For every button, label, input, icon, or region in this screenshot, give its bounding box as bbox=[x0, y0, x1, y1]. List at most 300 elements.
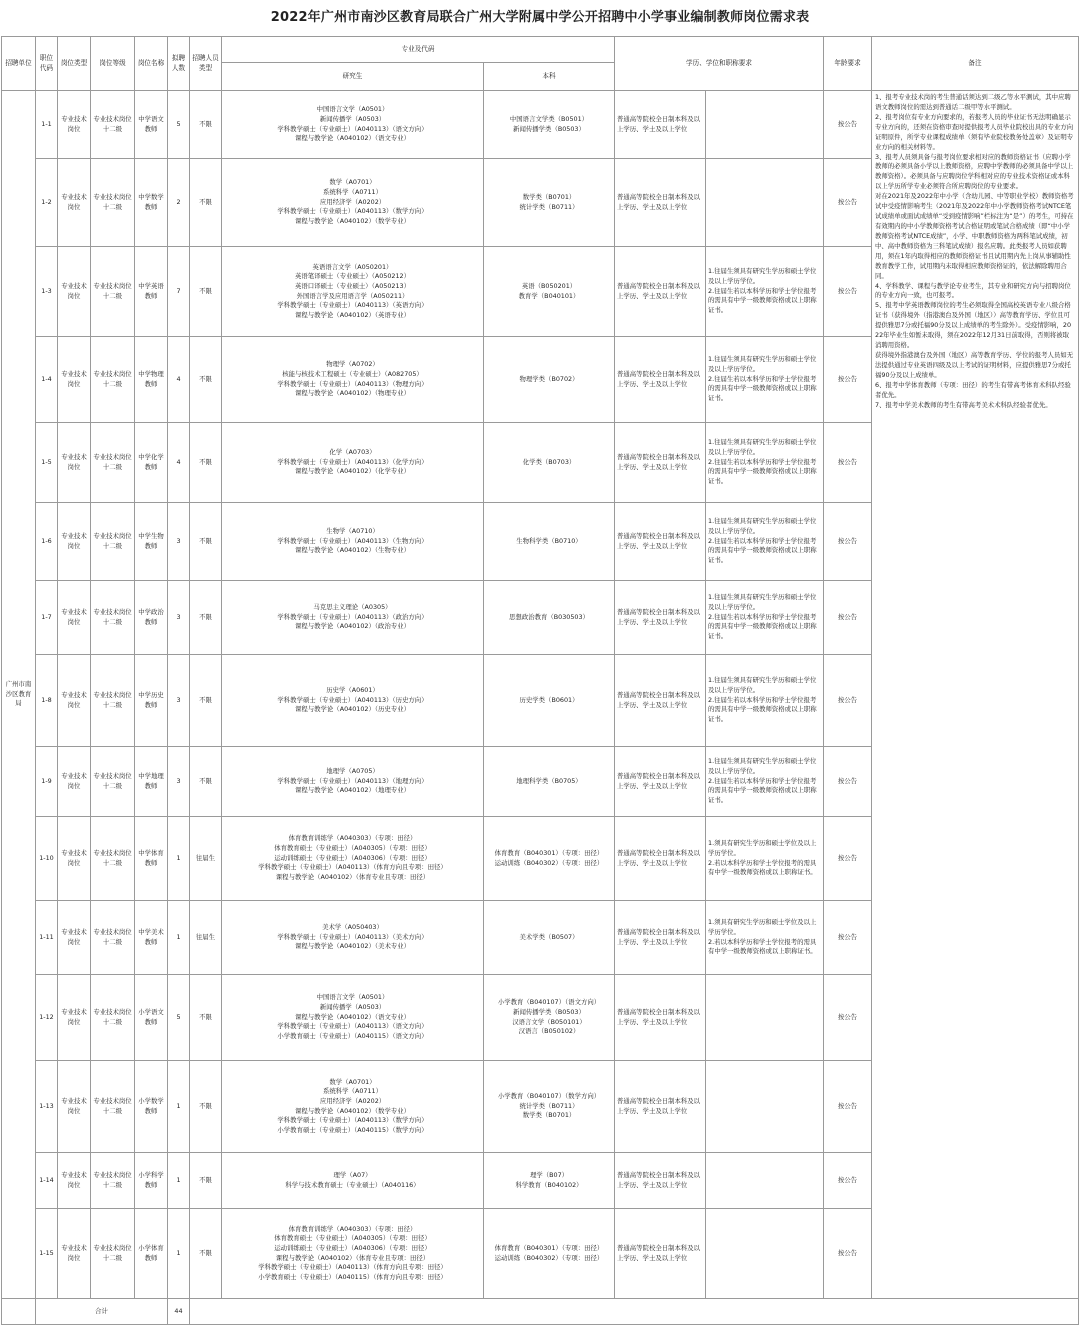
position-grade: 专业技术岗位十二级 bbox=[91, 91, 135, 159]
other-requirement bbox=[706, 1061, 824, 1153]
text-line: 体育教育训练学（A040303）（专项：田径） bbox=[288, 1224, 417, 1233]
text-line: 中国语言文学类（B0501） bbox=[509, 114, 589, 123]
text-line: 新闻传播学（A0503） bbox=[319, 1003, 386, 1012]
position-category: 专业技术岗位 bbox=[58, 337, 91, 423]
position-grade: 专业技术岗位十二级 bbox=[91, 975, 135, 1061]
remark-item: 1、报考专业技术岗的考生普通话须达到二级乙等水平测试，其中应聘语文教师岗位的需达到普通话二级甲等水平测试。 bbox=[875, 93, 1071, 111]
applicant-type: 不限 bbox=[190, 655, 222, 747]
text-line: 1.往届生须具有研究生学历和硕士学位及以上学历学位。 bbox=[708, 438, 817, 457]
position-row bbox=[2, 91, 1079, 159]
text-line: 历史学（A0601） bbox=[326, 686, 379, 695]
text-line: 新闻传播学（A0503） bbox=[319, 114, 386, 123]
other-requirement bbox=[706, 503, 824, 581]
position-category: 专业技术岗位 bbox=[58, 91, 91, 159]
position-grade: 专业技术岗位十二级 bbox=[91, 655, 135, 747]
remark-item: 4、学科教学、课程与教学论专业考生，其专业和研究方向与招聘岗位的专业方向一致，也可报考。 bbox=[875, 281, 1071, 300]
text-line: 理学（B07） bbox=[529, 1170, 569, 1179]
position-code: 1-13 bbox=[36, 1061, 58, 1153]
text-line: 2.往届生若以本科学历和学士学位报考的需具有中学一级教师资格或以上职称证书。 bbox=[708, 695, 817, 723]
degree-requirement: 普通高等院校全日制本科及以上学历、学士及以上学位 bbox=[615, 901, 706, 975]
age-requirement: 按公告 bbox=[824, 975, 872, 1061]
total-row bbox=[2, 1299, 1079, 1325]
applicant-type: 不限 bbox=[190, 503, 222, 581]
text-line: 美术学（A050403） bbox=[322, 923, 383, 932]
text-line: 系统科学（A0711） bbox=[323, 1087, 382, 1096]
position-category: 专业技术岗位 bbox=[58, 1209, 91, 1299]
text-line: 化学（A0703） bbox=[329, 448, 376, 457]
position-category: 专业技术岗位 bbox=[58, 503, 91, 581]
remark-item: 2、报考岗位有专业方向要求的，若报考人员的毕业证书无法明确显示专业方向的，还须在资格审查时提供报考人员毕业院校出具的专业方向证明原件，所学专业课程成绩单（须有毕业院校教务处盖章）及证明专业方向的相关材料等。 bbox=[875, 112, 1074, 151]
position-grade: 专业技术岗位十二级 bbox=[91, 581, 135, 655]
text-line: 课程与教学论（A040102）（体育专业且专项：田径） bbox=[275, 1253, 430, 1262]
age-requirement: 按公告 bbox=[824, 337, 872, 423]
text-line: 2.往届生若以本科学历和学士学位报考的需具有中学一级教师资格或以上职称证书。 bbox=[708, 286, 817, 314]
position-category: 专业技术岗位 bbox=[58, 901, 91, 975]
degree-requirement: 普通高等院校全日制本科及以上学历、学士及以上学位 bbox=[615, 337, 706, 423]
other-requirement bbox=[706, 901, 824, 975]
text-line: 科学与技术教育硕士（专业硕士）（A040116） bbox=[285, 1180, 420, 1189]
text-line: 理学（A07） bbox=[333, 1170, 372, 1179]
header-count: 拟聘人数 bbox=[168, 37, 190, 91]
age-requirement: 按公告 bbox=[824, 817, 872, 901]
text-line: 统计学类（B0711） bbox=[519, 1101, 579, 1110]
position-grade: 专业技术岗位十二级 bbox=[91, 503, 135, 581]
position-count: 5 bbox=[168, 91, 190, 159]
position-category: 专业技术岗位 bbox=[58, 1061, 91, 1153]
remarks bbox=[872, 91, 1079, 1299]
text-line: 学科教学硕士（专业硕士）（A040113）（历史方向） bbox=[277, 695, 428, 704]
total-label: 合计 bbox=[36, 1299, 168, 1325]
undergraduate-majors bbox=[484, 1061, 615, 1153]
degree-requirement: 普通高等院校全日制本科及以上学历、学士及以上学位 bbox=[615, 1153, 706, 1209]
remark-item: 5、报考中学英语教师岗位的考生必须取得全国高校英语专业八级合格证书（获得境外（指港澳台及外国（地区））高等教育学历、学位且可提供雅思7分或托福90分及以上成绩单的考生除外）。受疫情影响，2022年毕业生如暂未取得，须在2022年12月31日前取得，否则将被取消聘用资格。 bbox=[875, 301, 1072, 350]
position-grade: 专业技术岗位十二级 bbox=[91, 1209, 135, 1299]
age-requirement: 按公告 bbox=[824, 247, 872, 337]
age-requirement: 按公告 bbox=[824, 747, 872, 817]
text-line: 英语口译硕士（专业硕士）（A050213） bbox=[294, 281, 411, 290]
text-line: 汉语言（B050102） bbox=[518, 1027, 580, 1036]
undergraduate-majors bbox=[484, 655, 615, 747]
other-requirement bbox=[706, 581, 824, 655]
position-category: 专业技术岗位 bbox=[58, 975, 91, 1061]
position-category: 专业技术岗位 bbox=[58, 159, 91, 247]
position-name: 中学数学教师 bbox=[135, 159, 168, 247]
undergraduate-majors bbox=[484, 581, 615, 655]
applicant-type: 不限 bbox=[190, 1153, 222, 1209]
position-count: 5 bbox=[168, 975, 190, 1061]
text-line: 1.往届生须具有研究生学历和硕士学位及以上学历学位。 bbox=[708, 355, 817, 374]
header-undergraduate: 本科 bbox=[484, 63, 615, 91]
header-major: 专业及代码 bbox=[222, 37, 615, 63]
degree-requirement: 普通高等院校全日制本科及以上学历、学士及以上学位 bbox=[615, 747, 706, 817]
position-count: 1 bbox=[168, 817, 190, 901]
text-line: 体育教育（B040301）（专项：田径） bbox=[494, 848, 604, 857]
position-grade: 专业技术岗位十二级 bbox=[91, 159, 135, 247]
text-line: 中国语言文学（A0501） bbox=[316, 993, 389, 1002]
text-line: 核能与核技术工程硕士（专业硕士）（A082705） bbox=[282, 369, 423, 378]
position-grade: 专业技术岗位十二级 bbox=[91, 817, 135, 901]
degree-requirement: 普通高等院校全日制本科及以上学历、学士及以上学位 bbox=[615, 247, 706, 337]
header-notes: 备注 bbox=[872, 37, 1079, 91]
text-line: 生物科学类（B0710） bbox=[516, 536, 582, 545]
degree-requirement: 普通高等院校全日制本科及以上学历、学士及以上学位 bbox=[615, 159, 706, 247]
degree-requirement: 普通高等院校全日制本科及以上学历、学士及以上学位 bbox=[615, 975, 706, 1061]
text-line: 马克思主义理论（A0305） bbox=[313, 603, 392, 612]
text-line: 体育教育训练学（A040303）（专项：田径） bbox=[288, 834, 417, 843]
position-category: 专业技术岗位 bbox=[58, 1153, 91, 1209]
header-category: 岗位类型 bbox=[58, 37, 91, 91]
position-name: 中学物理教师 bbox=[135, 337, 168, 423]
age-requirement: 按公告 bbox=[824, 159, 872, 247]
recruiting-unit: 广州市南沙区教育局 bbox=[2, 91, 36, 1299]
undergraduate-majors bbox=[484, 1209, 615, 1299]
text-line: 学科教学硕士（专业硕士）（A040113）（体育方向且专项：田径） bbox=[258, 1263, 447, 1272]
other-requirement bbox=[706, 655, 824, 747]
position-category: 专业技术岗位 bbox=[58, 423, 91, 503]
position-count: 3 bbox=[168, 503, 190, 581]
text-line: 1.往届生须具有研究生学历和硕士学位及以上学历学位。 bbox=[708, 517, 817, 536]
position-name: 中学语文教师 bbox=[135, 91, 168, 159]
position-name: 中学化学教师 bbox=[135, 423, 168, 503]
applicant-type: 不限 bbox=[190, 1061, 222, 1153]
position-name: 中学生物教师 bbox=[135, 503, 168, 581]
text-line: 数学（A0701） bbox=[329, 1077, 376, 1086]
other-requirement bbox=[706, 817, 824, 901]
header-applicant: 招聘人员类型 bbox=[190, 37, 222, 91]
text-line: 应用经济学（A0202） bbox=[319, 1096, 386, 1105]
graduate-majors bbox=[222, 581, 484, 655]
position-count: 7 bbox=[168, 247, 190, 337]
undergraduate-majors bbox=[484, 91, 615, 159]
remark-item: 获得境外指港澳台及外国（地区）高等教育学历、学位的报考人员如无法提供通过专业英语四级及以上考试的证明材料，应提供雅思7分或托福90分及以上成绩单。 bbox=[875, 350, 1074, 379]
text-line: 课程与教学论（A040102）（物理专业） bbox=[294, 389, 411, 398]
text-line: 1.往届生须具有研究生学历和硕士学位及以上学历学位。 bbox=[708, 676, 817, 695]
undergraduate-majors bbox=[484, 975, 615, 1061]
degree-requirement: 普通高等院校全日制本科及以上学历、学士及以上学位 bbox=[615, 503, 706, 581]
text-line: 1.往届生须具有研究生学历和硕士学位及以上学历学位。 bbox=[708, 593, 817, 612]
text-line: 课程与教学论（A040102）（体育专业且专项：田径） bbox=[275, 872, 430, 881]
applicant-type: 不限 bbox=[190, 91, 222, 159]
header-age: 年龄要求 bbox=[824, 37, 872, 91]
degree-requirement: 普通高等院校全日制本科及以上学历、学士及以上学位 bbox=[615, 423, 706, 503]
text-line: 新闻传播学类（B0503） bbox=[513, 124, 585, 133]
position-code: 1-9 bbox=[36, 747, 58, 817]
text-line: 运动训练硕士（专业硕士）（A040306）（专项：田径） bbox=[274, 853, 431, 862]
graduate-majors bbox=[222, 159, 484, 247]
text-line: 课程与教学论（A040102）（政治专业） bbox=[294, 622, 411, 631]
position-count: 4 bbox=[168, 423, 190, 503]
text-line: 学科教学硕士（专业硕士）（A040113）（美术方向） bbox=[277, 932, 428, 941]
position-name: 中学体育教师 bbox=[135, 817, 168, 901]
remark-item: 对在2021年及2022年中小学（含幼儿园、中等职业学校）教师资格考试中受疫情影响考生（2021年及2022年中小学教师资格考试NTCE笔试成绩单或面试成绩单“受到疫情影响”栏标注为“是”）的考生，可持在有效期内的中小学教师资格考试合格证明或笔试合格成绩（即“中小学教师资格考试NTCE成绩”，小学、中职教师资格为两科笔试成绩，初中、高中教师资格为三科笔试成绩）报名应聘。此类报考人员如获聘用，须在1年内取得相应的教师资格证书且试用期内先上岗从事辅助性教育教学工作，试用期内未取得相应教师资格证的，依法解除聘用合同。 bbox=[875, 192, 1074, 280]
text-line: 2.若以本科学历和学士学位报考的需具有中学一级教师资格或以上职称证书。 bbox=[708, 858, 817, 877]
position-count: 3 bbox=[168, 747, 190, 817]
degree-requirement: 普通高等院校全日制本科及以上学历、学士及以上学位 bbox=[615, 817, 706, 901]
text-line: 汉语言文学（B050101） bbox=[512, 1017, 586, 1026]
text-line: 体育教育（B040301）（专项：田径） bbox=[494, 1243, 604, 1252]
graduate-majors bbox=[222, 747, 484, 817]
text-line: 地理学（A0705） bbox=[326, 767, 379, 776]
text-line: 小学教育（B040107）（数学方向） bbox=[497, 1092, 601, 1101]
text-line: 化学类（B0703） bbox=[522, 457, 576, 466]
text-line: 课程与教学论（A040102）（生物专业） bbox=[294, 546, 411, 555]
text-line: 学科教学硕士（专业硕士）（A040113）（生物方向） bbox=[277, 536, 428, 545]
text-line: 学科教学硕士（专业硕士）（A040113）（政治方向） bbox=[277, 612, 428, 621]
text-line: 课程与教学论（A040102）（地理专业） bbox=[294, 786, 411, 795]
other-requirement bbox=[706, 91, 824, 159]
remark-item: 7、报考中学美术教师的考生有带高考美术术科队经验者优先。 bbox=[875, 400, 1052, 409]
age-requirement: 按公告 bbox=[824, 901, 872, 975]
position-grade: 专业技术岗位十二级 bbox=[91, 1153, 135, 1209]
position-code: 1-14 bbox=[36, 1153, 58, 1209]
text-line: 2.往届生若以本科学历和学士学位报考的需具有中学一级教师资格或以上职称证书。 bbox=[708, 536, 817, 564]
other-requirement bbox=[706, 337, 824, 423]
other-requirement bbox=[706, 1153, 824, 1209]
text-line: 1.须具有研究生学历和硕士学位及以上学历学位。 bbox=[708, 839, 817, 857]
position-name: 中学政治教师 bbox=[135, 581, 168, 655]
applicant-type: 不限 bbox=[190, 423, 222, 503]
text-line: 课程与教学论（A040102）（化学专业） bbox=[294, 467, 411, 476]
total-filler bbox=[190, 1299, 1079, 1325]
applicant-type: 不限 bbox=[190, 747, 222, 817]
other-requirement bbox=[706, 747, 824, 817]
undergraduate-majors bbox=[484, 159, 615, 247]
header-name: 岗位名称 bbox=[135, 37, 168, 91]
undergraduate-majors bbox=[484, 747, 615, 817]
text-line: 1.往届生须具有研究生学历和硕士学位及以上学历学位。 bbox=[708, 757, 817, 776]
applicant-type: 往届生 bbox=[190, 901, 222, 975]
text-line: 1.往届生须具有研究生学历和硕士学位及以上学历学位。 bbox=[708, 267, 817, 286]
text-line: 新闻传播学类（B0503） bbox=[513, 1007, 585, 1016]
text-line: 2.若以本科学历和学士学位报考的需具有中学一级教师资格或以上职称证书。 bbox=[708, 937, 817, 956]
text-line: 应用经济学（A0202） bbox=[319, 197, 386, 206]
other-requirement bbox=[706, 159, 824, 247]
applicant-type: 不限 bbox=[190, 159, 222, 247]
position-category: 专业技术岗位 bbox=[58, 747, 91, 817]
position-name: 中学美术教师 bbox=[135, 901, 168, 975]
text-line: 地理科学类（B0705） bbox=[516, 776, 582, 785]
text-line: 2.往届生若以本科学历和学士学位报考的需具有中学一级教师资格或以上职称证书。 bbox=[708, 374, 817, 402]
position-name: 小学语文教师 bbox=[135, 975, 168, 1061]
text-line: 物理学类（B0702） bbox=[519, 374, 579, 383]
undergraduate-majors bbox=[484, 901, 615, 975]
position-name: 小学科学教师 bbox=[135, 1153, 168, 1209]
text-line: 学科教学硕士（专业硕士）（A040113）（数学方向） bbox=[277, 207, 428, 216]
position-grade: 专业技术岗位十二级 bbox=[91, 247, 135, 337]
text-line: 统计学类（B0711） bbox=[519, 202, 579, 211]
position-code: 1-10 bbox=[36, 817, 58, 901]
position-grade: 专业技术岗位十二级 bbox=[91, 901, 135, 975]
position-code: 1-2 bbox=[36, 159, 58, 247]
degree-requirement: 普通高等院校全日制本科及以上学历、学士及以上学位 bbox=[615, 1209, 706, 1299]
age-requirement: 按公告 bbox=[824, 1153, 872, 1209]
header-grade: 岗位等级 bbox=[91, 37, 135, 91]
text-line: 学科教学硕士（专业硕士）（A040113）（化学方向） bbox=[277, 457, 428, 466]
undergraduate-majors bbox=[484, 247, 615, 337]
job-demand-table bbox=[1, 36, 1079, 1325]
position-code: 1-7 bbox=[36, 581, 58, 655]
position-grade: 专业技术岗位十二级 bbox=[91, 423, 135, 503]
text-line: 2.往届生若以本科学历和学士学位报考的需具有中学一级教师资格或以上职称证书。 bbox=[708, 612, 817, 640]
text-line: 2.往届生若以本科学历和学士学位报考的需具有中学一级教师资格或以上职称证书。 bbox=[708, 457, 817, 485]
applicant-type: 不限 bbox=[190, 1209, 222, 1299]
header-code: 职位代码 bbox=[36, 37, 58, 91]
text-line: 思想政治教育（B030503） bbox=[509, 612, 589, 621]
text-line: 学科教学硕士（专业硕士）（A040113）（地理方向） bbox=[277, 776, 428, 785]
position-code: 1-6 bbox=[36, 503, 58, 581]
position-count: 3 bbox=[168, 581, 190, 655]
applicant-type: 不限 bbox=[190, 247, 222, 337]
position-name: 小学体育教师 bbox=[135, 1209, 168, 1299]
text-line: 历史学类（B0601） bbox=[519, 695, 579, 704]
position-name: 中学历史教师 bbox=[135, 655, 168, 747]
text-line: 教育学（B040101） bbox=[518, 291, 580, 300]
text-line: 运动训练硕士（专业硕士）（A040306）（专项：田径） bbox=[274, 1243, 431, 1252]
text-line: 科学教育（B040102） bbox=[515, 1180, 583, 1189]
text-line: 运动训练（B040302）（专项：田径） bbox=[494, 1253, 604, 1262]
graduate-majors bbox=[222, 247, 484, 337]
text-line: 课程与教学论（A040102）（语文专业） bbox=[294, 1012, 411, 1021]
other-requirement bbox=[706, 247, 824, 337]
position-code: 1-12 bbox=[36, 975, 58, 1061]
position-category: 专业技术岗位 bbox=[58, 655, 91, 747]
other-requirement bbox=[706, 423, 824, 503]
graduate-majors bbox=[222, 1061, 484, 1153]
text-line: 数学类（B0701） bbox=[522, 192, 576, 201]
graduate-majors bbox=[222, 655, 484, 747]
position-code: 1-4 bbox=[36, 337, 58, 423]
text-line: 英语语言文学（A050201） bbox=[312, 262, 393, 271]
text-line: 英语笔译硕士（专业硕士）（A050212） bbox=[294, 272, 411, 281]
text-line: 数学（A0701） bbox=[329, 178, 376, 187]
header-unit: 招聘单位 bbox=[2, 37, 36, 91]
remark-item: 3、报考人员须具备与报考岗位要求相对应的教师资格证书（应聘小学教师的必须具备小学以上教师资格，应聘中学教师的必须具备中学以上教师资格）。必须具备与应聘岗位学科相对应的专业技术资格证或本科以上学历所学专业必须符合所应聘岗位的专业要求。 bbox=[875, 152, 1074, 191]
text-line: 体育教育硕士（专业硕士）（A040305）（专项：田径） bbox=[274, 844, 431, 853]
text-line: 物理学（A0702） bbox=[326, 360, 379, 369]
text-line: 1.须具有研究生学历和硕士学位及以上学历学位。 bbox=[708, 918, 817, 936]
text-line: 学科教学硕士（专业硕士）（A040113）（英语方向） bbox=[277, 301, 428, 310]
position-count: 4 bbox=[168, 337, 190, 423]
degree-requirement: 普通高等院校全日制本科及以上学历、学士及以上学位 bbox=[615, 91, 706, 159]
position-grade: 专业技术岗位十二级 bbox=[91, 1061, 135, 1153]
applicant-type: 往届生 bbox=[190, 817, 222, 901]
position-category: 专业技术岗位 bbox=[58, 247, 91, 337]
text-line: 小学教育（B040107）（语文方向） bbox=[497, 998, 601, 1007]
applicant-type: 不限 bbox=[190, 581, 222, 655]
position-count: 2 bbox=[168, 159, 190, 247]
graduate-majors bbox=[222, 901, 484, 975]
age-requirement: 按公告 bbox=[824, 1209, 872, 1299]
total-blank bbox=[2, 1299, 36, 1325]
text-line: 学科教学硕士（专业硕士）（A040113）（语文方向） bbox=[277, 1022, 428, 1031]
text-line: 生物学（A0710） bbox=[326, 527, 379, 536]
position-code: 1-8 bbox=[36, 655, 58, 747]
graduate-majors bbox=[222, 337, 484, 423]
other-requirement bbox=[706, 975, 824, 1061]
age-requirement: 按公告 bbox=[824, 91, 872, 159]
header-graduate: 研究生 bbox=[222, 63, 484, 91]
graduate-majors bbox=[222, 423, 484, 503]
text-line: 课程与教学论（A040102）（数学专业） bbox=[294, 216, 411, 225]
header-degree: 学历、学位和职称要求 bbox=[615, 37, 824, 91]
text-line: 学科教学硕士（专业硕士）（A040113）（物理方向） bbox=[277, 379, 428, 388]
graduate-majors bbox=[222, 503, 484, 581]
text-line: 系统科学（A0711） bbox=[323, 188, 382, 197]
position-code: 1-1 bbox=[36, 91, 58, 159]
position-count: 1 bbox=[168, 1061, 190, 1153]
text-line: 数学类（B0701） bbox=[522, 1111, 576, 1120]
applicant-type: 不限 bbox=[190, 337, 222, 423]
text-line: 美术学类（B0507） bbox=[519, 932, 579, 941]
text-line: 课程与教学论（A040102）（语文专业） bbox=[294, 134, 411, 143]
age-requirement: 按公告 bbox=[824, 581, 872, 655]
page-title: 2022年广州市南沙区教育局联合广州大学附属中学公开招聘中小学事业编制教师岗位需求表 bbox=[270, 10, 810, 25]
undergraduate-majors bbox=[484, 1153, 615, 1209]
text-line: 学科教学硕士（专业硕士）（A040113）（数学方向） bbox=[277, 1116, 428, 1125]
position-category: 专业技术岗位 bbox=[58, 581, 91, 655]
text-line: 学科教学硕士（专业硕士）（A040113）（语文方向） bbox=[277, 124, 428, 133]
text-line: 小学教育硕士（专业硕士）（A040115）（语文方向） bbox=[277, 1031, 428, 1040]
text-line: 体育教育硕士（专业硕士）（A040305）（专项：田径） bbox=[274, 1234, 431, 1243]
position-code: 1-3 bbox=[36, 247, 58, 337]
text-line: 小学教育硕士（专业硕士）（A040115）（数学方向） bbox=[277, 1125, 428, 1134]
graduate-majors bbox=[222, 1153, 484, 1209]
position-count: 1 bbox=[168, 1209, 190, 1299]
graduate-majors bbox=[222, 91, 484, 159]
undergraduate-majors bbox=[484, 423, 615, 503]
position-name: 中学英语教师 bbox=[135, 247, 168, 337]
text-line: 课程与教学论（A040102）（数学专业） bbox=[294, 1106, 411, 1115]
text-line: 学科教学硕士（专业硕士）（A040113）（体育方向且专项：田径） bbox=[258, 863, 447, 872]
age-requirement: 按公告 bbox=[824, 1061, 872, 1153]
graduate-majors bbox=[222, 1209, 484, 1299]
position-count: 1 bbox=[168, 1153, 190, 1209]
other-requirement bbox=[706, 1209, 824, 1299]
position-name: 中学地理教师 bbox=[135, 747, 168, 817]
position-count: 3 bbox=[168, 655, 190, 747]
position-category: 专业技术岗位 bbox=[58, 817, 91, 901]
age-requirement: 按公告 bbox=[824, 655, 872, 747]
undergraduate-majors bbox=[484, 817, 615, 901]
text-line: 小学教育硕士（专业硕士）（A040115）（体育方向且专项：田径） bbox=[258, 1272, 447, 1281]
text-line: 外国语言学及应用语言学（A050211） bbox=[296, 291, 409, 300]
position-count: 1 bbox=[168, 901, 190, 975]
age-requirement: 按公告 bbox=[824, 503, 872, 581]
degree-requirement: 普通高等院校全日制本科及以上学历、学士及以上学位 bbox=[615, 655, 706, 747]
position-code: 1-15 bbox=[36, 1209, 58, 1299]
text-line: 课程与教学论（A040102）（美术专业） bbox=[294, 942, 411, 951]
undergraduate-majors bbox=[484, 503, 615, 581]
position-grade: 专业技术岗位十二级 bbox=[91, 747, 135, 817]
text-line: 运动训练（B040302）（专项：田径） bbox=[494, 858, 604, 867]
text-line: 中国语言文学（A0501） bbox=[316, 105, 389, 114]
text-line: 英语（B050201） bbox=[521, 281, 577, 290]
total-count: 44 bbox=[168, 1299, 190, 1325]
graduate-majors bbox=[222, 975, 484, 1061]
position-code: 1-11 bbox=[36, 901, 58, 975]
remark-item: 6、报考中学体育教师（专项：田径）的考生有带高考体育术科队经验者优先。 bbox=[875, 380, 1071, 399]
position-name: 小学数学教师 bbox=[135, 1061, 168, 1153]
position-grade: 专业技术岗位十二级 bbox=[91, 337, 135, 423]
degree-requirement: 普通高等院校全日制本科及以上学历、学士及以上学位 bbox=[615, 581, 706, 655]
graduate-majors bbox=[222, 817, 484, 901]
position-code: 1-5 bbox=[36, 423, 58, 503]
undergraduate-majors bbox=[484, 337, 615, 423]
age-requirement: 按公告 bbox=[824, 423, 872, 503]
text-line: 课程与教学论（A040102）（历史专业） bbox=[294, 705, 411, 714]
applicant-type: 不限 bbox=[190, 975, 222, 1061]
text-line: 2.往届生若以本科学历和学士学位报考的需具有中学一级教师资格或以上职称证书。 bbox=[708, 776, 817, 804]
